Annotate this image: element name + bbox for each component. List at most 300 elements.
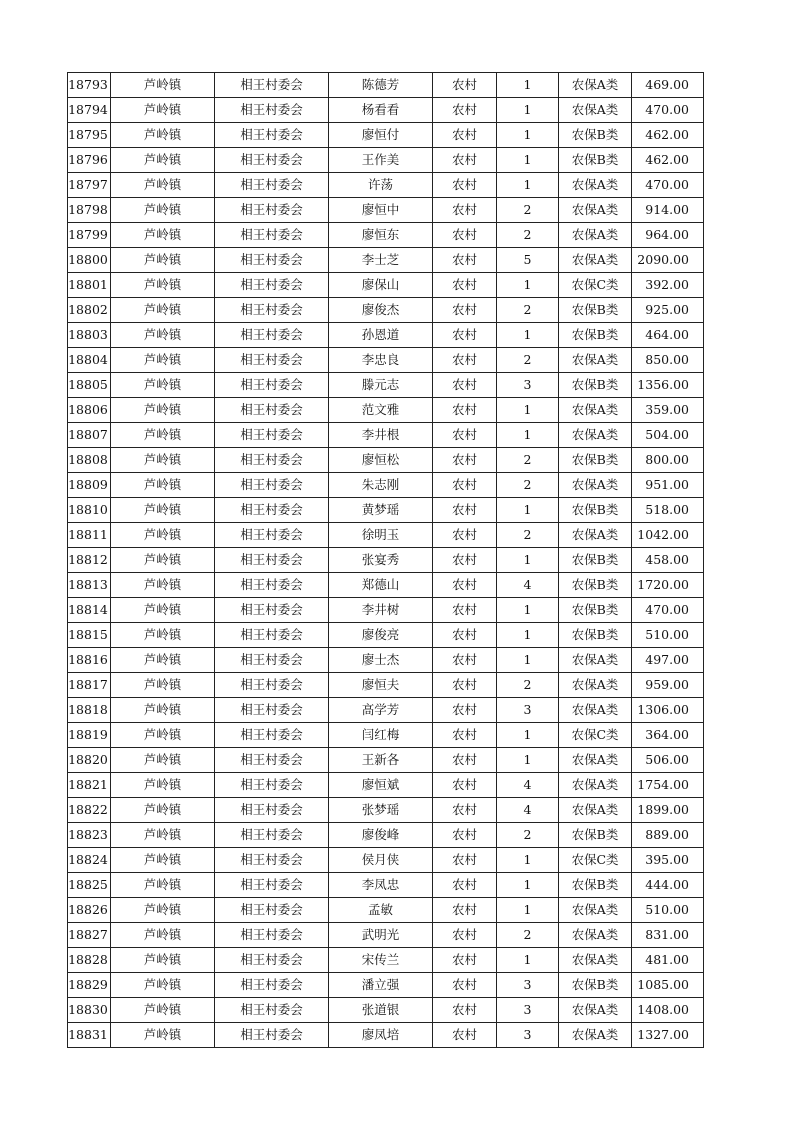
village-committee-cell: 相王村委会 xyxy=(215,148,329,173)
name-cell: 潘立强 xyxy=(329,973,433,998)
town-cell: 芦岭镇 xyxy=(111,223,215,248)
area-type-cell: 农村 xyxy=(433,573,497,598)
household-count-cell: 1 xyxy=(497,423,559,448)
village-committee-cell: 相王村委会 xyxy=(215,223,329,248)
amount-cell: 364.00 xyxy=(632,723,704,748)
town-cell: 芦岭镇 xyxy=(111,73,215,98)
insurance-category-cell: 农保A类 xyxy=(559,948,632,973)
village-committee-cell: 相王村委会 xyxy=(215,823,329,848)
area-type-cell: 农村 xyxy=(433,323,497,348)
amount-cell: 518.00 xyxy=(632,498,704,523)
table-row xyxy=(68,448,704,473)
town-cell: 芦岭镇 xyxy=(111,273,215,298)
table-row xyxy=(68,248,704,273)
insurance-category-cell: 农保A类 xyxy=(559,698,632,723)
table-row xyxy=(68,723,704,748)
town-cell: 芦岭镇 xyxy=(111,598,215,623)
area-type-cell: 农村 xyxy=(433,73,497,98)
village-committee-cell: 相王村委会 xyxy=(215,273,329,298)
name-cell: 李忠良 xyxy=(329,348,433,373)
insurance-category-cell: 农保A类 xyxy=(559,773,632,798)
insurance-category-cell: 农保A类 xyxy=(559,473,632,498)
household-count-cell: 1 xyxy=(497,748,559,773)
name-cell: 廖俊亮 xyxy=(329,623,433,648)
name-cell: 孟敏 xyxy=(329,898,433,923)
town-cell: 芦岭镇 xyxy=(111,1023,215,1048)
area-type-cell: 农村 xyxy=(433,698,497,723)
household-count-cell: 1 xyxy=(497,498,559,523)
insurance-category-cell: 农保B类 xyxy=(559,973,632,998)
record-id-cell: 18820 xyxy=(68,748,111,773)
amount-cell: 510.00 xyxy=(632,623,704,648)
household-count-cell: 3 xyxy=(497,1023,559,1048)
name-cell: 徐明玉 xyxy=(329,523,433,548)
insurance-category-cell: 农保B类 xyxy=(559,123,632,148)
insurance-category-cell: 农保A类 xyxy=(559,648,632,673)
table-row xyxy=(68,473,704,498)
household-count-cell: 1 xyxy=(497,723,559,748)
table-row xyxy=(68,273,704,298)
area-type-cell: 农村 xyxy=(433,148,497,173)
name-cell: 廖恒松 xyxy=(329,448,433,473)
insurance-category-cell: 农保A类 xyxy=(559,898,632,923)
amount-cell: 925.00 xyxy=(632,298,704,323)
village-committee-cell: 相王村委会 xyxy=(215,773,329,798)
table-row xyxy=(68,923,704,948)
area-type-cell: 农村 xyxy=(433,673,497,698)
town-cell: 芦岭镇 xyxy=(111,673,215,698)
household-count-cell: 3 xyxy=(497,973,559,998)
town-cell: 芦岭镇 xyxy=(111,723,215,748)
table-row xyxy=(68,848,704,873)
town-cell: 芦岭镇 xyxy=(111,923,215,948)
amount-cell: 497.00 xyxy=(632,648,704,673)
name-cell: 杨看看 xyxy=(329,98,433,123)
village-committee-cell: 相王村委会 xyxy=(215,448,329,473)
insurance-category-cell: 农保A类 xyxy=(559,748,632,773)
area-type-cell: 农村 xyxy=(433,823,497,848)
area-type-cell: 农村 xyxy=(433,248,497,273)
household-count-cell: 1 xyxy=(497,98,559,123)
table-row xyxy=(68,698,704,723)
village-committee-cell: 相王村委会 xyxy=(215,798,329,823)
amount-cell: 504.00 xyxy=(632,423,704,448)
insurance-category-cell: 农保B类 xyxy=(559,598,632,623)
insurance-category-cell: 农保B类 xyxy=(559,623,632,648)
table-row xyxy=(68,623,704,648)
name-cell: 黄梦瑶 xyxy=(329,498,433,523)
area-type-cell: 农村 xyxy=(433,948,497,973)
record-id-cell: 18799 xyxy=(68,223,111,248)
record-id-cell: 18830 xyxy=(68,998,111,1023)
insurance-category-cell: 农保B类 xyxy=(559,573,632,598)
household-count-cell: 1 xyxy=(497,273,559,298)
town-cell: 芦岭镇 xyxy=(111,373,215,398)
name-cell: 张道银 xyxy=(329,998,433,1023)
table-row xyxy=(68,98,704,123)
name-cell: 朱志刚 xyxy=(329,473,433,498)
record-id-cell: 18824 xyxy=(68,848,111,873)
record-id-cell: 18819 xyxy=(68,723,111,748)
village-committee-cell: 相王村委会 xyxy=(215,323,329,348)
village-committee-cell: 相王村委会 xyxy=(215,873,329,898)
table-row xyxy=(68,223,704,248)
amount-cell: 464.00 xyxy=(632,323,704,348)
village-committee-cell: 相王村委会 xyxy=(215,473,329,498)
name-cell: 廖恒中 xyxy=(329,198,433,223)
insurance-category-cell: 农保A类 xyxy=(559,98,632,123)
area-type-cell: 农村 xyxy=(433,773,497,798)
table-row xyxy=(68,823,704,848)
village-committee-cell: 相王村委会 xyxy=(215,523,329,548)
table-row xyxy=(68,598,704,623)
insurance-category-cell: 农保B类 xyxy=(559,323,632,348)
area-type-cell: 农村 xyxy=(433,1023,497,1048)
household-count-cell: 1 xyxy=(497,73,559,98)
insurance-category-cell: 农保B类 xyxy=(559,148,632,173)
name-cell: 廖俊峰 xyxy=(329,823,433,848)
town-cell: 芦岭镇 xyxy=(111,473,215,498)
record-id-cell: 18826 xyxy=(68,898,111,923)
record-id-cell: 18793 xyxy=(68,73,111,98)
amount-cell: 1408.00 xyxy=(632,998,704,1023)
insurance-category-cell: 农保A类 xyxy=(559,173,632,198)
area-type-cell: 农村 xyxy=(433,998,497,1023)
town-cell: 芦岭镇 xyxy=(111,748,215,773)
record-id-cell: 18810 xyxy=(68,498,111,523)
amount-cell: 964.00 xyxy=(632,223,704,248)
household-count-cell: 1 xyxy=(497,123,559,148)
name-cell: 廖俊杰 xyxy=(329,298,433,323)
village-committee-cell: 相王村委会 xyxy=(215,548,329,573)
record-id-cell: 18809 xyxy=(68,473,111,498)
amount-cell: 469.00 xyxy=(632,73,704,98)
insurance-category-cell: 农保A类 xyxy=(559,998,632,1023)
area-type-cell: 农村 xyxy=(433,748,497,773)
name-cell: 廖恒东 xyxy=(329,223,433,248)
amount-cell: 359.00 xyxy=(632,398,704,423)
insurance-category-cell: 农保A类 xyxy=(559,198,632,223)
name-cell: 陈德芳 xyxy=(329,73,433,98)
table-row xyxy=(68,373,704,398)
insurance-category-cell: 农保B类 xyxy=(559,498,632,523)
table-row xyxy=(68,773,704,798)
insurance-category-cell: 农保A类 xyxy=(559,223,632,248)
insurance-category-cell: 农保A类 xyxy=(559,348,632,373)
town-cell: 芦岭镇 xyxy=(111,173,215,198)
table-row xyxy=(68,573,704,598)
village-committee-cell: 相王村委会 xyxy=(215,673,329,698)
household-count-cell: 2 xyxy=(497,923,559,948)
village-committee-cell: 相王村委会 xyxy=(215,973,329,998)
name-cell: 廖凤培 xyxy=(329,1023,433,1048)
name-cell: 廖士杰 xyxy=(329,648,433,673)
name-cell: 李士芝 xyxy=(329,248,433,273)
village-committee-cell: 相王村委会 xyxy=(215,998,329,1023)
amount-cell: 1899.00 xyxy=(632,798,704,823)
area-type-cell: 农村 xyxy=(433,498,497,523)
household-count-cell: 3 xyxy=(497,373,559,398)
village-committee-cell: 相王村委会 xyxy=(215,1023,329,1048)
household-count-cell: 1 xyxy=(497,848,559,873)
name-cell: 滕元志 xyxy=(329,373,433,398)
area-type-cell: 农村 xyxy=(433,173,497,198)
household-count-cell: 1 xyxy=(497,548,559,573)
town-cell: 芦岭镇 xyxy=(111,873,215,898)
record-id-cell: 18815 xyxy=(68,623,111,648)
town-cell: 芦岭镇 xyxy=(111,823,215,848)
amount-cell: 1720.00 xyxy=(632,573,704,598)
record-id-cell: 18807 xyxy=(68,423,111,448)
record-id-cell: 18827 xyxy=(68,923,111,948)
town-cell: 芦岭镇 xyxy=(111,348,215,373)
area-type-cell: 农村 xyxy=(433,598,497,623)
table-row xyxy=(68,323,704,348)
area-type-cell: 农村 xyxy=(433,348,497,373)
area-type-cell: 农村 xyxy=(433,423,497,448)
table-row xyxy=(68,998,704,1023)
insurance-category-cell: 农保A类 xyxy=(559,798,632,823)
amount-cell: 510.00 xyxy=(632,898,704,923)
household-count-cell: 4 xyxy=(497,773,559,798)
town-cell: 芦岭镇 xyxy=(111,323,215,348)
household-count-cell: 3 xyxy=(497,998,559,1023)
town-cell: 芦岭镇 xyxy=(111,573,215,598)
name-cell: 王新各 xyxy=(329,748,433,773)
table-row xyxy=(68,148,704,173)
record-id-cell: 18803 xyxy=(68,323,111,348)
village-committee-cell: 相王村委会 xyxy=(215,623,329,648)
area-type-cell: 农村 xyxy=(433,898,497,923)
area-type-cell: 农村 xyxy=(433,473,497,498)
village-committee-cell: 相王村委会 xyxy=(215,398,329,423)
village-committee-cell: 相王村委会 xyxy=(215,748,329,773)
household-count-cell: 1 xyxy=(497,398,559,423)
name-cell: 许荡 xyxy=(329,173,433,198)
household-count-cell: 2 xyxy=(497,223,559,248)
town-cell: 芦岭镇 xyxy=(111,398,215,423)
name-cell: 范文雅 xyxy=(329,398,433,423)
village-committee-cell: 相王村委会 xyxy=(215,948,329,973)
name-cell: 宋传兰 xyxy=(329,948,433,973)
table-row xyxy=(68,498,704,523)
area-type-cell: 农村 xyxy=(433,648,497,673)
record-id-cell: 18804 xyxy=(68,348,111,373)
table-row xyxy=(68,673,704,698)
area-type-cell: 农村 xyxy=(433,273,497,298)
area-type-cell: 农村 xyxy=(433,623,497,648)
area-type-cell: 农村 xyxy=(433,373,497,398)
town-cell: 芦岭镇 xyxy=(111,298,215,323)
household-count-cell: 5 xyxy=(497,248,559,273)
village-committee-cell: 相王村委会 xyxy=(215,598,329,623)
insurance-category-cell: 农保B类 xyxy=(559,373,632,398)
table-row xyxy=(68,948,704,973)
town-cell: 芦岭镇 xyxy=(111,898,215,923)
area-type-cell: 农村 xyxy=(433,198,497,223)
record-id-cell: 18808 xyxy=(68,448,111,473)
insurance-category-cell: 农保A类 xyxy=(559,248,632,273)
name-cell: 闫红梅 xyxy=(329,723,433,748)
amount-cell: 800.00 xyxy=(632,448,704,473)
village-committee-cell: 相王村委会 xyxy=(215,373,329,398)
name-cell: 李凤忠 xyxy=(329,873,433,898)
record-id-cell: 18795 xyxy=(68,123,111,148)
amount-cell: 444.00 xyxy=(632,873,704,898)
area-type-cell: 农村 xyxy=(433,123,497,148)
table-row xyxy=(68,173,704,198)
name-cell: 张梦瑶 xyxy=(329,798,433,823)
household-count-cell: 2 xyxy=(497,673,559,698)
village-committee-cell: 相王村委会 xyxy=(215,923,329,948)
amount-cell: 470.00 xyxy=(632,173,704,198)
table-row xyxy=(68,1023,704,1048)
town-cell: 芦岭镇 xyxy=(111,773,215,798)
record-id-cell: 18797 xyxy=(68,173,111,198)
town-cell: 芦岭镇 xyxy=(111,498,215,523)
record-id-cell: 18821 xyxy=(68,773,111,798)
insurance-category-cell: 农保A类 xyxy=(559,523,632,548)
amount-cell: 914.00 xyxy=(632,198,704,223)
table-row xyxy=(68,198,704,223)
amount-cell: 1327.00 xyxy=(632,1023,704,1048)
village-committee-cell: 相王村委会 xyxy=(215,73,329,98)
name-cell: 孙恩道 xyxy=(329,323,433,348)
household-count-cell: 2 xyxy=(497,198,559,223)
table-row xyxy=(68,873,704,898)
household-count-cell: 1 xyxy=(497,598,559,623)
amount-cell: 1754.00 xyxy=(632,773,704,798)
record-id-cell: 18806 xyxy=(68,398,111,423)
amount-cell: 458.00 xyxy=(632,548,704,573)
name-cell: 廖恒付 xyxy=(329,123,433,148)
area-type-cell: 农村 xyxy=(433,448,497,473)
insurance-category-cell: 农保A类 xyxy=(559,673,632,698)
household-count-cell: 1 xyxy=(497,173,559,198)
town-cell: 芦岭镇 xyxy=(111,123,215,148)
village-committee-cell: 相王村委会 xyxy=(215,348,329,373)
village-committee-cell: 相王村委会 xyxy=(215,123,329,148)
amount-cell: 462.00 xyxy=(632,123,704,148)
amount-cell: 395.00 xyxy=(632,848,704,873)
insurance-category-cell: 农保B类 xyxy=(559,448,632,473)
household-count-cell: 1 xyxy=(497,323,559,348)
record-id-cell: 18828 xyxy=(68,948,111,973)
table-row xyxy=(68,298,704,323)
insurance-category-cell: 农保C类 xyxy=(559,273,632,298)
name-cell: 廖保山 xyxy=(329,273,433,298)
amount-cell: 1306.00 xyxy=(632,698,704,723)
village-committee-cell: 相王村委会 xyxy=(215,298,329,323)
name-cell: 李井树 xyxy=(329,598,433,623)
household-count-cell: 1 xyxy=(497,898,559,923)
table-row xyxy=(68,523,704,548)
insurance-category-cell: 农保C类 xyxy=(559,723,632,748)
record-id-cell: 18794 xyxy=(68,98,111,123)
area-type-cell: 农村 xyxy=(433,523,497,548)
household-count-cell: 4 xyxy=(497,798,559,823)
insurance-category-cell: 农保B类 xyxy=(559,298,632,323)
amount-cell: 506.00 xyxy=(632,748,704,773)
name-cell: 张宴秀 xyxy=(329,548,433,573)
name-cell: 廖恒斌 xyxy=(329,773,433,798)
household-count-cell: 1 xyxy=(497,873,559,898)
record-id-cell: 18831 xyxy=(68,1023,111,1048)
insurance-category-cell: 农保A类 xyxy=(559,1023,632,1048)
table-row xyxy=(68,748,704,773)
household-count-cell: 3 xyxy=(497,698,559,723)
amount-cell: 1042.00 xyxy=(632,523,704,548)
insurance-category-cell: 农保A类 xyxy=(559,923,632,948)
record-id-cell: 18805 xyxy=(68,373,111,398)
household-count-cell: 2 xyxy=(497,473,559,498)
record-id-cell: 18816 xyxy=(68,648,111,673)
household-count-cell: 2 xyxy=(497,523,559,548)
town-cell: 芦岭镇 xyxy=(111,523,215,548)
table-row xyxy=(68,798,704,823)
village-committee-cell: 相王村委会 xyxy=(215,248,329,273)
village-committee-cell: 相王村委会 xyxy=(215,198,329,223)
town-cell: 芦岭镇 xyxy=(111,448,215,473)
name-cell: 武明光 xyxy=(329,923,433,948)
table-row xyxy=(68,348,704,373)
area-type-cell: 农村 xyxy=(433,973,497,998)
town-cell: 芦岭镇 xyxy=(111,648,215,673)
village-committee-cell: 相王村委会 xyxy=(215,648,329,673)
household-count-cell: 2 xyxy=(497,448,559,473)
town-cell: 芦岭镇 xyxy=(111,698,215,723)
household-count-cell: 2 xyxy=(497,348,559,373)
name-cell: 郑德山 xyxy=(329,573,433,598)
village-committee-cell: 相王村委会 xyxy=(215,698,329,723)
amount-cell: 889.00 xyxy=(632,823,704,848)
record-id-cell: 18812 xyxy=(68,548,111,573)
amount-cell: 1085.00 xyxy=(632,973,704,998)
amount-cell: 850.00 xyxy=(632,348,704,373)
household-count-cell: 4 xyxy=(497,573,559,598)
household-count-cell: 2 xyxy=(497,298,559,323)
table-row xyxy=(68,973,704,998)
amount-cell: 959.00 xyxy=(632,673,704,698)
town-cell: 芦岭镇 xyxy=(111,548,215,573)
insurance-category-cell: 农保C类 xyxy=(559,848,632,873)
amount-cell: 462.00 xyxy=(632,148,704,173)
record-id-cell: 18818 xyxy=(68,698,111,723)
record-id-cell: 18801 xyxy=(68,273,111,298)
record-id-cell: 18798 xyxy=(68,198,111,223)
record-id-cell: 18823 xyxy=(68,823,111,848)
table-row xyxy=(68,548,704,573)
amount-cell: 951.00 xyxy=(632,473,704,498)
amount-cell: 470.00 xyxy=(632,98,704,123)
village-committee-cell: 相王村委会 xyxy=(215,573,329,598)
insurance-category-cell: 农保B类 xyxy=(559,823,632,848)
area-type-cell: 农村 xyxy=(433,223,497,248)
village-committee-cell: 相王村委会 xyxy=(215,848,329,873)
table-row xyxy=(68,398,704,423)
town-cell: 芦岭镇 xyxy=(111,148,215,173)
table-row xyxy=(68,123,704,148)
roster-table xyxy=(67,72,704,1048)
town-cell: 芦岭镇 xyxy=(111,973,215,998)
record-id-cell: 18811 xyxy=(68,523,111,548)
village-committee-cell: 相王村委会 xyxy=(215,423,329,448)
area-type-cell: 农村 xyxy=(433,298,497,323)
name-cell: 李井根 xyxy=(329,423,433,448)
household-count-cell: 1 xyxy=(497,148,559,173)
record-id-cell: 18813 xyxy=(68,573,111,598)
town-cell: 芦岭镇 xyxy=(111,98,215,123)
